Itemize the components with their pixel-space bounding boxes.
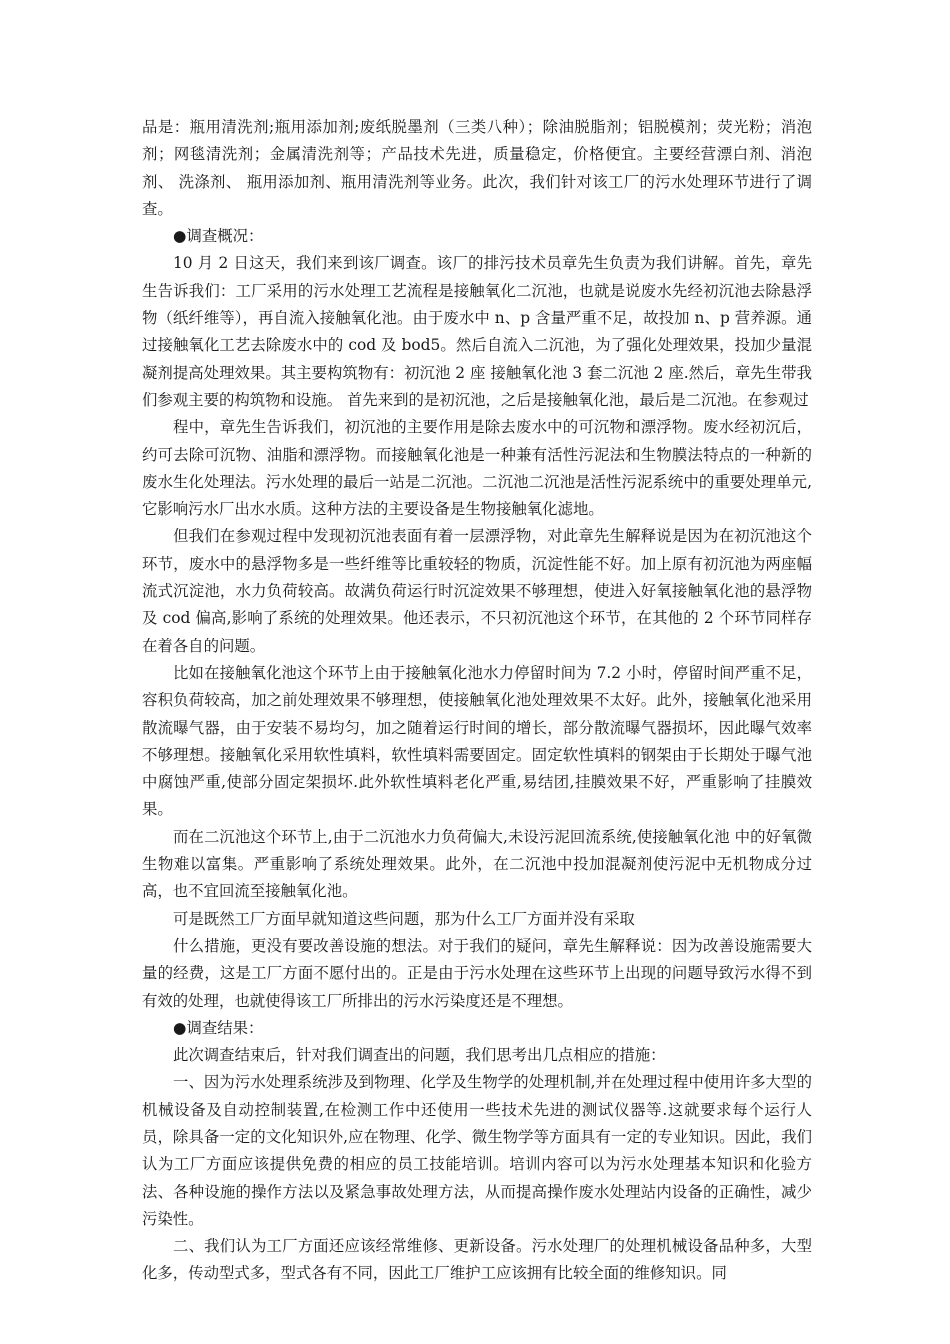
paragraph: 一、因为污水处理系统涉及到物理、化学及生物学的处理机制,并在处理过程中使用许多大型的机械设备及自动控制装置,在检测工作中还使用一些技术先进的测试仪器等.这就要求每个运行人员，除具备一定的文化知识外,应在物理、化学、微生物学等方面具有一定的专业知识。因此，我们认为工厂方面应该提供免费的相应的员工技能培训。培训内容可以为污水处理基本知识和化验方法、各种设施的操作方法以及紧急事故处理方法，从而提高操作废水处理站内设备的正确性，减少污染性。 — [142, 1073, 812, 1228]
bullet-icon: ● — [173, 1018, 187, 1037]
paragraph-intro-continued: 品是：瓶用清洗剂;瓶用添加剂;废纸脱墨剂（三类八种）；除油脱脂剂；铝脱模剂；荧光粉；消泡剂；网毯清洗剂；金属清洗剂等；产品技术先进，质量稳定，价格便宜。主要经营漂白剂、消泡剂、 洗涤剂、 瓶用添加剂、瓶用清洗剂等业务。此次，我们针对该工厂的污水处理环节进行了调查。 — [142, 118, 812, 218]
paragraph: 而在二沉池这个环节上,由于二沉池水力负荷偏大,未设污泥回流系统,使接触氧化池 中的好氧微生物难以富集。严重影响了系统处理效果。此外，在二沉池中投加混凝剂使污泥中无机物成分过高，也不宜回流至接触氧化池。 — [142, 827, 812, 901]
section-heading-label: 调查概况： — [186, 227, 264, 246]
paragraph: 可是既然工厂方面早就知道这些问题，那为什么工厂方面并没有采取 — [173, 909, 635, 928]
paragraph: 二、我们认为工厂方面还应该经常维修、更新设备。污水处理厂的处理机械设备品种多，大型化多，传动型式多，型式各有不同，因此工厂维护工应该拥有比较全面的维修知识。同 — [142, 1237, 812, 1283]
paragraph: 什么措施，更没有要改善设施的想法。对于我们的疑问，章先生解释说：因为改善设施需要大量的经费，这是工厂方面不愿付出的。正是由于污水处理在这些环节上出现的问题导致污水得不到有效的处理，也就使得该工厂所排出的污水污染度还是不理想。 — [142, 936, 812, 1010]
bullet-icon: ● — [173, 227, 187, 246]
paragraph: 10 月 2 日这天，我们来到该厂调查。该厂的排污技术员章先生负责为我们讲解。首先，章先生告诉我们：工厂采用的污水处理工艺流程是接触氧化二沉池，也就是说废水先经初沉池去除悬浮物（纸纤维等），再自流入接触氧化池。由于废水中 n、p 含量严重不足，故投加 n、p 营养源。通过接触氧化工艺去除废水中的 cod 及 bod5。然后自流入二沉池，为了强化处理效果，投加少量混凝剂提高处理效果。其主要构筑物有：初沉池 2 座 接触氧化池 3 套二沉池 2 座.然后，章先生带我们参观主要的构筑物和设施。 首先来到的是初沉池，之后是接触氧化池，最后是二沉池。在参观过 — [142, 254, 812, 409]
paragraph: 但我们在参观过程中发现初沉池表面有着一层漂浮物，对此章先生解释说是因为在初沉池这个环节，废水中的悬浮物多是一些纤维等比重较轻的物质，沉淀性能不好。加上原有初沉池为两座幅流式沉淀池，水力负荷较高。故满负荷运行时沉淀效果不够理想，使进入好氧接触氧化池的悬浮物及 cod 偏高,影响了系统的处理效果。他还表示，不只初沉池这个环节，在其他的 2 个环节同样存在着各自的问题。 — [142, 527, 812, 655]
section-heading-label: 调查结果： — [186, 1018, 264, 1037]
paragraph: 比如在接触氧化池这个环节上由于接触氧化池水力停留时间为 7.2 小时，停留时间严重不足，容积负荷较高，加之前处理效果不够理想，使接触氧化池处理效果不太好。此外，接触氧化池采用散流曝气器，由于安装不易均匀，加之随着运行时间的增长，部分散流曝气器损坏，因此曝气效率不够理想。接触氧化采用软性填料，软性填料需要固定。固定软性填料的钢架由于长期处于曝气池中腐蚀严重,使部分固定架损坏.此外软性填料老化严重,易结团,挂膜效果不好，严重影响了挂膜效果。 — [142, 663, 812, 819]
section-heading-overview — [142, 223, 812, 250]
section-heading-results — [142, 1015, 812, 1042]
paragraph: 此次调查结束后，针对我们调查出的问题，我们思考出几点相应的措施： — [173, 1046, 666, 1065]
document-body — [142, 114, 812, 1288]
paragraph: 程中，章先生告诉我们，初沉池的主要作用是除去废水中的可沉物和漂浮物。废水经初沉后，约可去除可沉物、油脂和漂浮物。而接触氧化池是一种兼有活性污泥法和生物膜法特点的一种新的废水生化处理法。污水处理的最后一站是二沉池。二沉池二沉池是活性污泥系统中的重要处理单元,它影响污水厂出水水质。这种方法的主要设备是生物接触氧化滤地。 — [142, 418, 812, 519]
